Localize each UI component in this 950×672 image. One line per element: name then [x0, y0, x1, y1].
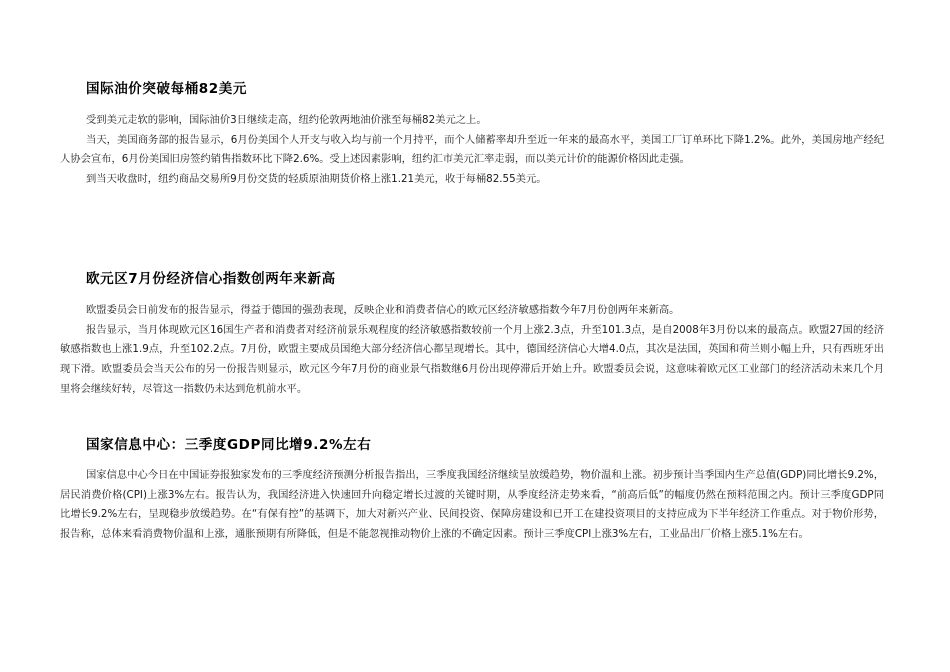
article-body	[60, 111, 884, 190]
article-paragraph: 当天，美国商务部的报告显示，6月份美国个人开支与收入均与前一个月持平，而个人储蓄率却升至近一年来的最高水平，美国工厂订单环比下降1.2%。此外，美国房地产经纪人协会宣布，6月份美国旧房签约销售指数环比下降2.6%。受上述因素影响，纽约汇市美元汇率走弱，而以美元计价的能源价格因此走强。	[60, 133, 884, 166]
article-paragraph: 受到美元走软的影响，国际油价3日继续走高，纽约伦敦两地油价涨至每桶82美元之上。	[86, 114, 487, 126]
article-title: 欧元区7月份经济信心指数创两年来新高	[86, 271, 336, 287]
article-eurozone-confidence	[60, 270, 884, 400]
article-gdp-forecast	[60, 436, 884, 545]
article-paragraph: 报告显示，当月体现欧元区16国生产者和消费者对经济前景乐观程度的经济敏感指数较前一个月上涨2.3点，升至101.3点，是自2008年3月份以来的最高点。欧盟27国的经济敏感指数也上涨1.9点，升至102.2点。7月份，欧盟主要成员国绝大部分经济信心都呈现增长。其中，德国经济信心大增4.0点，其次是法国，英国和荷兰则小幅上升，只有西班牙出现下滑。欧盟委员会当天公布的另一份报告则显示，欧元区今年7月份的商业景气指数继6月份出现停滞后开始上升。欧盟委员会说，这意味着欧元区工业部门的经济活动未来几个月里将会继续好转，尽管这一指数仍未达到危机前水平。	[60, 323, 884, 395]
article-paragraph: 欧盟委员会日前发布的报告显示，得益于德国的强劲表现，反映企业和消费者信心的欧元区经济敏感指数今年7月份创两年来新高。	[86, 304, 680, 316]
article-body	[60, 301, 884, 400]
article-title: 国家信息中心：三季度GDP同比增9.2%左右	[86, 437, 372, 453]
document-page	[60, 0, 884, 672]
article-title: 国际油价突破每桶82美元	[86, 81, 247, 97]
article-body	[60, 466, 884, 545]
article-oil-price	[60, 80, 884, 190]
article-paragraph: 国家信息中心今日在中国证券报独家发布的三季度经济预测分析报告指出，三季度我国经济继续呈放缓趋势，物价温和上涨。初步预计当季国内生产总值(GDP)同比增长9.2%，居民消费价格(CPI)上涨3%左右。报告认为，我国经济进入快速回升向稳定增长过渡的关键时期，从季度经济走势来看，“前高后低”的幅度仍然在预料范围之内。预计三季度GDP同比增长9.2%左右，呈现稳步放缓趋势。在“有保有控”的基调下，加大对新兴产业、民间投资、保障房建设和已开工在建投资项目的支持应成为下半年经济工作重点。对于物价形势，报告称，总体来看消费物价温和上涨，通胀预期有所降低，但是不能忽视推动物价上涨的不确定因素。预计三季度CPI上涨3%左右，工业品出厂价格上涨5.1%左右。	[60, 469, 884, 541]
article-paragraph: 到当天收盘时，纽约商品交易所9月份交货的轻质原油期货价格上涨1.21美元，收于每桶82.55美元。	[86, 173, 547, 186]
